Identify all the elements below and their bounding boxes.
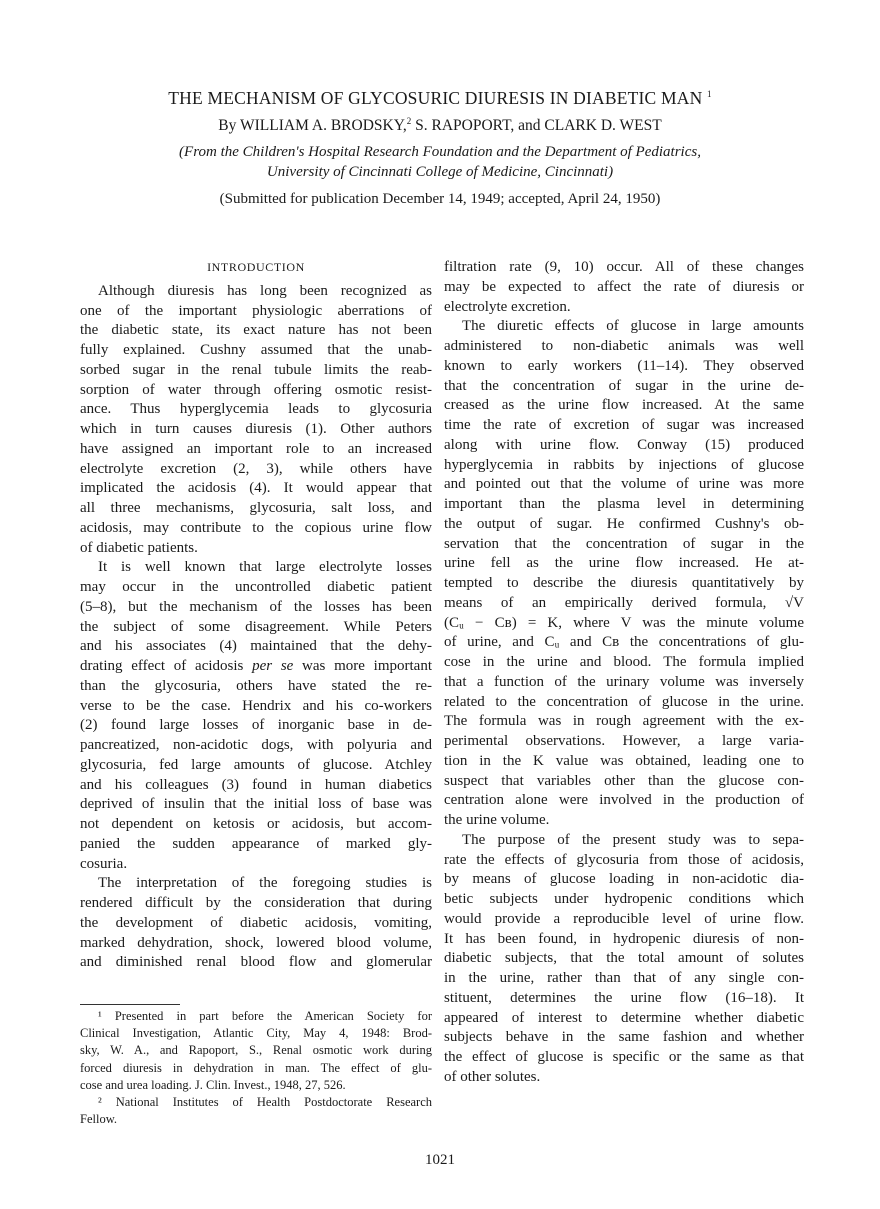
text-line: and his associates (4) maintained that the dehy- xyxy=(80,638,432,655)
text-line: pancreatized, non-acidotic dogs, with polyuria and xyxy=(80,737,432,753)
text-line: stituent, determines the urine flow (16–18). It xyxy=(444,989,804,1006)
text-line: perimental observations. However, a large varia- xyxy=(444,733,804,749)
text-line: sorbed sugar in the renal tubule limits the reab- xyxy=(80,361,432,378)
left-column-body xyxy=(80,282,432,973)
text-line: tion in the K value was obtained, leading one to xyxy=(444,752,804,769)
text-line: It is well known that large electrolyte losses xyxy=(98,559,432,576)
authors-rest: S. RAPOPORT, and CLARK D. WEST xyxy=(411,117,662,135)
text-line: all three mechanisms, glycosuria, salt loss, and xyxy=(80,500,432,516)
text-line: ¹ Presented in part before the American Society for xyxy=(98,1009,432,1023)
text-line: have assigned an important role to an increased xyxy=(80,440,432,457)
text-line: Clinical Investigation, Atlantic City, May 4, 1948: Brod- xyxy=(80,1026,432,1041)
text-line: urine fell as the urine flow increased. He at- xyxy=(444,555,804,572)
article-title xyxy=(0,88,880,109)
text-line: creased as the urine flow increased. At the same xyxy=(444,397,804,414)
text-line: than the glycosuria, others have stated the re- xyxy=(80,677,432,694)
text-line: appeared of interest to determine whether diabetic xyxy=(444,1009,804,1026)
text-line: ance. Thus hyperglycemia leads to glycosuria xyxy=(80,401,432,418)
text-line: The formula was in rough agreement with the ex- xyxy=(444,713,804,730)
text-line: of diabetic patients. xyxy=(80,539,198,556)
text-line: glycosuria, fed large amounts of glucose. Atchley xyxy=(80,756,432,773)
paragraph xyxy=(80,282,432,559)
text-line: one of the important physiologic aberrations of xyxy=(80,302,432,319)
affiliation-line: (From the Children's Hospital Research Foundation and the Department of Pediatrics, xyxy=(179,144,701,160)
text-line: servation that the concentration of sugar in the xyxy=(444,535,804,552)
text-line: The purpose of the present study was to sepa- xyxy=(462,831,804,848)
text-line: known to early workers (11–14). They observed xyxy=(444,357,804,374)
paragraph xyxy=(444,831,804,1088)
text-line: in the urine, rather than that of any single con- xyxy=(444,970,804,986)
text-line: betic subjects under hydropenic conditions which xyxy=(444,891,804,907)
text-line: that a function of the urinary volume was inversely xyxy=(444,673,804,690)
text-line: rate the effects of glycosuria from those of acidosis, xyxy=(444,851,804,868)
text-line: The interpretation of the foregoing studies is xyxy=(98,875,432,892)
text-line: the effect of glucose is specific or the same as that xyxy=(444,1049,804,1065)
text-line: Although diuresis has long been recognized as xyxy=(98,282,432,299)
title-text: THE MECHANISM OF GLYCOSURIC DIURESIS IN DIABETIC MAN xyxy=(168,88,703,108)
text-line: cose and urea loading. J. Clin. Invest., 1948, 27, 526. xyxy=(80,1077,346,1092)
paragraph xyxy=(80,558,432,874)
text-line: and his colleagues (3) found in human diabetics xyxy=(80,776,432,793)
text-line: hyperglycemia in rabbits by injections of glucose xyxy=(444,456,804,473)
text-line: The diuretic effects of glucose in large amounts xyxy=(462,318,804,335)
text-line: rendered difficult by the consideration that during xyxy=(80,895,432,911)
author-footnote-marker: 2 xyxy=(406,116,412,126)
text-line: suspect that variables other than the glucose con- xyxy=(444,772,804,789)
text-line: that the concentration of sugar in the urine de- xyxy=(444,377,804,394)
text-line: along with urine flow. Conway (15) produced xyxy=(444,436,804,453)
text-line: administered to non-diabetic animals was well xyxy=(444,338,804,354)
text-line: related to the concentration of glucose in the urine. xyxy=(444,693,804,710)
text-line: the urine volume. xyxy=(444,812,550,828)
text-line: electrolyte excretion. xyxy=(444,298,571,315)
text-line: and diminished renal blood flow and glomerular xyxy=(80,954,432,971)
footnotes xyxy=(80,1008,432,1128)
text-line: cose in the urine and blood. The formula implied xyxy=(444,654,804,670)
paragraph xyxy=(444,258,804,317)
text-line: of urine, and Cᵤ and Cʙ the concentrations of glu- xyxy=(444,634,804,651)
text-line: marked dehydration, shock, lowered blood volume, xyxy=(80,934,432,951)
text-line: sky, W. A., and Rapoport, S., Renal osmotic work during xyxy=(80,1043,432,1058)
text-line: deprived of insulin that the initial loss of base was xyxy=(80,796,432,813)
author-line xyxy=(0,116,880,135)
paragraph xyxy=(444,317,804,831)
title-footnote-marker: 1 xyxy=(707,89,712,100)
text-line: time the rate of excretion of sugar was increased xyxy=(444,417,804,433)
text-line: verse to be the case. Hendrix and his co-workers xyxy=(80,697,432,714)
text-line: ² National Institutes of Health Postdoctorate Research xyxy=(98,1095,432,1110)
affiliation-line: University of Cincinnati College of Medicine, Cincinnati) xyxy=(266,164,614,180)
text-line: Fellow. xyxy=(80,1112,118,1127)
submission-dates: (Submitted for publication December 14, 1949; accepted, April 24, 1950) xyxy=(219,191,661,207)
text-line: (2) found large losses of inorganic base in de- xyxy=(80,717,432,734)
footnote-divider xyxy=(80,1004,180,1005)
text-line: diabetic subjects, that the total amount of solutes xyxy=(444,950,804,967)
text-line: cosuria. xyxy=(80,855,128,872)
text-line: sorption of water through offering osmotic resist- xyxy=(80,381,432,398)
text-line xyxy=(80,657,432,677)
text-line: implicated the acidosis (4). It would appear that xyxy=(80,480,432,497)
left-column xyxy=(80,258,432,973)
text-line: panied the sudden appearance of marked gly- xyxy=(80,835,432,852)
affiliation xyxy=(0,142,880,182)
text-line: by means of glucose loading in non-acidotic dia- xyxy=(444,871,804,888)
text-line: the output of sugar. He confirmed Cushny's ob- xyxy=(444,515,804,532)
text-line: filtration rate (9, 10) occur. All of these changes xyxy=(444,259,804,275)
text-line: (5–8), but the mechanism of the losses has been xyxy=(80,598,432,615)
page-number: 1021 xyxy=(425,1152,455,1168)
by-label: By xyxy=(218,117,237,135)
text-line: tempted to describe the diuresis quantitatively by xyxy=(444,575,804,591)
text-line: and pointed out that the volume of urine was more xyxy=(444,476,804,493)
text-line: may be expected to affect the rate of diuresis or xyxy=(444,278,804,295)
text-line: acidosis, may contribute to the copious urine flow xyxy=(80,519,432,536)
text-line: subjects behave in the same fashion and whether xyxy=(444,1029,804,1046)
paragraph xyxy=(80,1094,432,1128)
text-line: (Cᵤ − Cʙ) = K, where V was the minute volume xyxy=(444,614,804,631)
text-line: the diabetic state, its exact nature has not been xyxy=(80,322,432,339)
text-line: electrolyte excretion (2, 3), while others have xyxy=(80,460,432,477)
paragraph xyxy=(80,1008,432,1094)
text-line: the development of diabetic acidosis, vomiting, xyxy=(80,914,432,931)
text-line: means of an empirically derived formula, √V xyxy=(444,594,804,611)
text-line: which in turn causes diuresis (1). Other authors xyxy=(80,421,432,437)
text-line: of other solutes. xyxy=(444,1068,541,1085)
text-line: forced diuresis in dehydration in man. The effect of glu- xyxy=(80,1060,432,1075)
text-line: important than the plasma level in determining xyxy=(444,496,804,512)
text-line: It has been found, in hydropenic diuresis of non- xyxy=(444,930,804,947)
italic-text: per se xyxy=(252,658,294,674)
section-heading-introduction: INTRODUCTION xyxy=(207,260,305,274)
text-line: fully explained. Cushny assumed that the unab- xyxy=(80,342,432,358)
right-column xyxy=(444,258,804,1088)
text-segment: was more important xyxy=(293,658,432,674)
paragraph xyxy=(80,874,432,973)
text-line: would provide a reproducible level of urine flow. xyxy=(444,910,804,927)
text-line: centration alone were involved in the production of xyxy=(444,792,804,809)
text-line: may occur in the uncontrolled diabetic patient xyxy=(80,579,432,595)
text-segment: drating effect of acidosis xyxy=(80,658,253,674)
text-line: the subject of some disagreement. While Peters xyxy=(80,618,432,635)
text-line: not dependent on ketosis or acidosis, but accom- xyxy=(80,816,432,832)
author-brodsky: WILLIAM A. BRODSKY, xyxy=(240,117,407,135)
